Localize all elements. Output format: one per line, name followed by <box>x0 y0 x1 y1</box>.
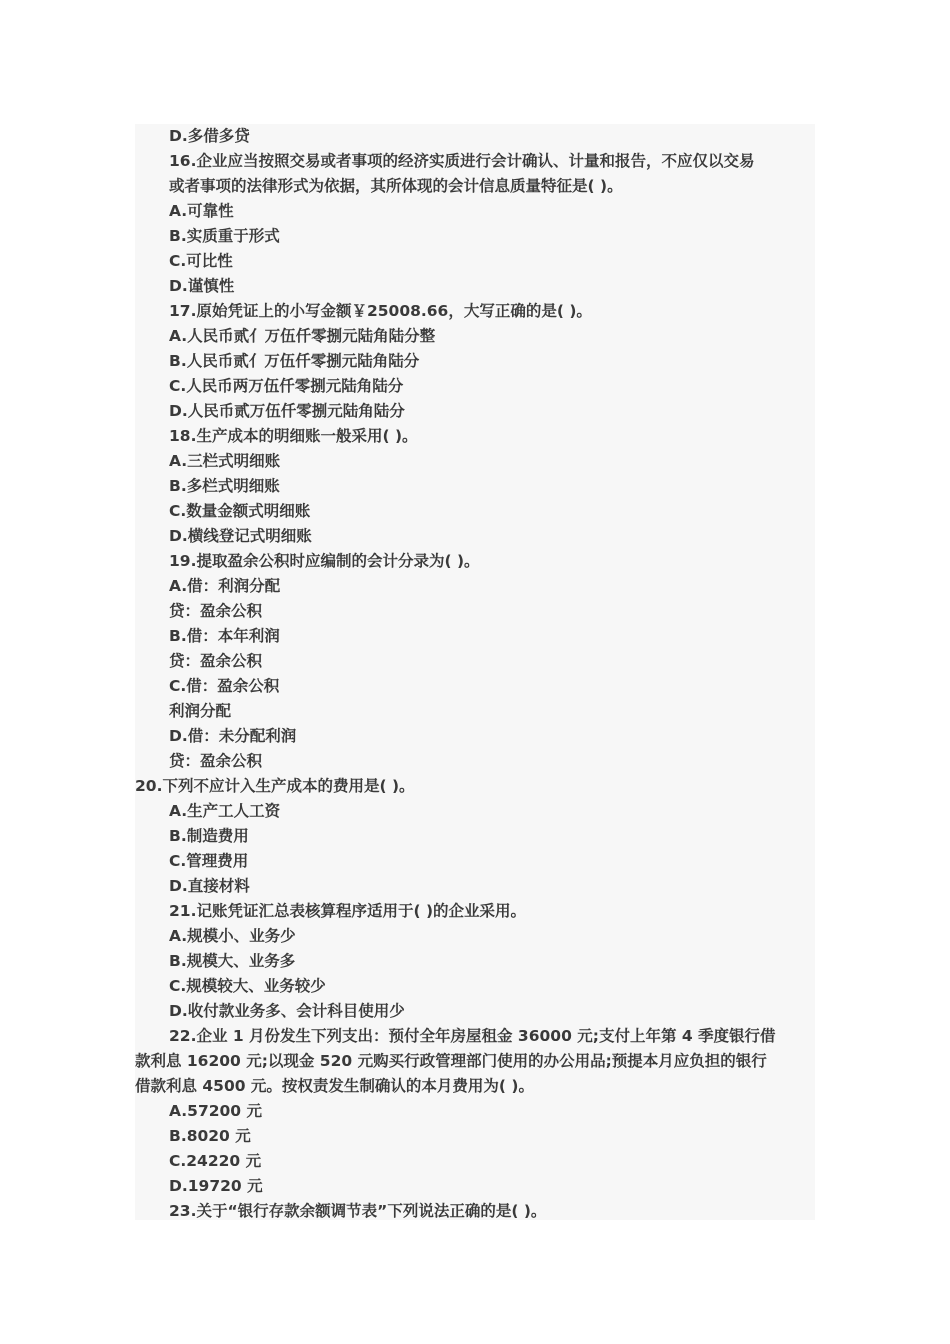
option-line: D.横线登记式明细账 <box>169 527 312 545</box>
option-line: A.生产工人工资 <box>169 802 281 820</box>
question-17: 17.原始凭证上的小写金额￥25008.66，大写正确的是( )。 <box>169 302 592 320</box>
question-16: 16.企业应当按照交易或者事项的经济实质进行会计确认、计量和报告，不应仅以交易 <box>169 152 755 170</box>
question-18: 18.生产成本的明细账一般采用( )。 <box>169 427 418 445</box>
option-line: D.谨慎性 <box>169 277 235 295</box>
option-line: A.57200 元 <box>169 1102 262 1120</box>
option-line: 贷：盈余公积 <box>169 652 263 670</box>
option-line: B.制造费用 <box>169 827 249 845</box>
option-line: A.规模小、业务少 <box>169 927 296 945</box>
question-20: 20.下列不应计入生产成本的费用是( )。 <box>135 777 415 795</box>
option-line: B.8020 元 <box>169 1127 251 1145</box>
question-22-cont: 借款利息 4500 元。按权责发生制确认的本月费用为( )。 <box>135 1077 534 1095</box>
option-line: D.直接材料 <box>169 877 250 895</box>
option-line: B.借：本年利润 <box>169 627 280 645</box>
option-line: B.人民币贰亻万伍仟零捌元陆角陆分 <box>169 352 420 370</box>
option-line: B.规模大、业务多 <box>169 952 296 970</box>
option-line: C.24220 元 <box>169 1152 262 1170</box>
option-line: 利润分配 <box>169 702 232 720</box>
option-line: D.多借多贷 <box>169 127 250 145</box>
option-line: A.可靠性 <box>169 202 234 220</box>
option-line: C.管理费用 <box>169 852 249 870</box>
option-line: D.收付款业务多、会计科目使用少 <box>169 1002 405 1020</box>
option-line: B.多栏式明细账 <box>169 477 280 495</box>
question-22: 22.企业 1 月份发生下列支出：预付全年房屋租金 36000 元;支付上年第 4 季度银行借 <box>169 1027 776 1045</box>
question-21: 21.记账凭证汇总表核算程序适用于( )的企业采用。 <box>169 902 527 920</box>
option-line: C.规模较大、业务较少 <box>169 977 326 995</box>
option-line: A.借：利润分配 <box>169 577 281 595</box>
option-line: C.数量金额式明细账 <box>169 502 311 520</box>
option-line: D.人民币贰万伍仟零捌元陆角陆分 <box>169 402 405 420</box>
option-line: A.三栏式明细账 <box>169 452 281 470</box>
option-line: B.实质重于形式 <box>169 227 280 245</box>
option-line: 贷：盈余公积 <box>169 752 263 770</box>
question-19: 19.提取盈余公积时应编制的会计分录为( )。 <box>169 552 480 570</box>
option-line: 贷：盈余公积 <box>169 602 263 620</box>
question-23: 23.关于“银行存款余额调节表”下列说法正确的是( )。 <box>169 1202 547 1220</box>
option-line: D.借：未分配利润 <box>169 727 297 745</box>
option-line: C.可比性 <box>169 252 233 270</box>
document-page <box>135 124 815 1220</box>
option-line: A.人民币贰亻万伍仟零捌元陆角陆分整 <box>169 327 436 345</box>
question-16-cont: 或者事项的法律形式为依据，其所体现的会计信息质量特征是( )。 <box>169 177 623 195</box>
option-line: C.借：盈余公积 <box>169 677 280 695</box>
option-line: C.人民币两万伍仟零捌元陆角陆分 <box>169 377 404 395</box>
option-line: D.19720 元 <box>169 1177 263 1195</box>
question-22-cont: 款利息 16200 元;以现金 520 元购买行政管理部门使用的办公用品;预提本月应负担的银行 <box>135 1052 767 1070</box>
